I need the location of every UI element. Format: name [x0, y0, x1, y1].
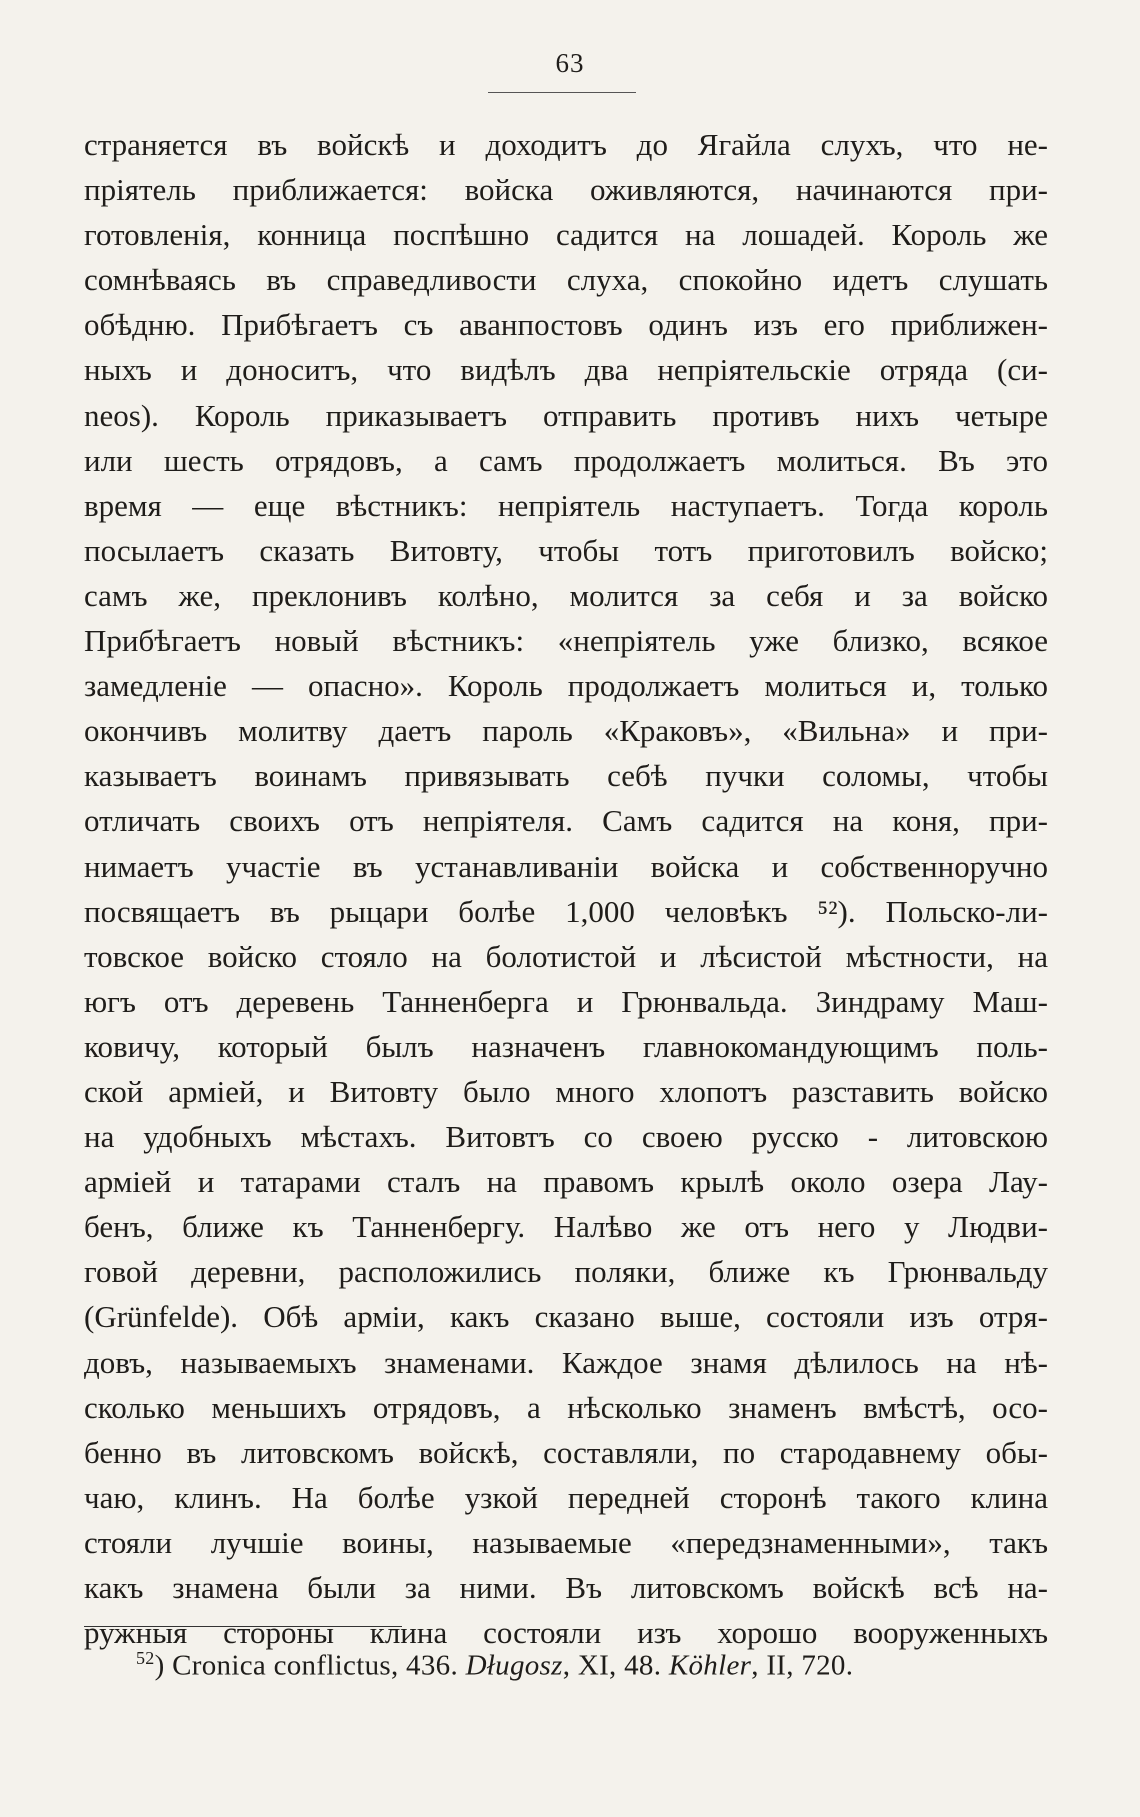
text-line: посылаетъ сказать Витовту, чтобы тотъ приготовилъ войско;	[84, 532, 1048, 568]
text-line: ружныя стороны клина состояли изъ хорошо вооруженныхъ	[84, 1615, 1048, 1651]
text-line: стояли лучшіе воины, называемые «передзнаменными», такъ	[84, 1524, 1048, 1560]
text-line: какъ знамена были за ними. Въ литовскомъ войскѣ всѣ на-	[84, 1570, 1048, 1605]
text-line: замедленіе — опасно». Король продолжаетъ молиться и, только	[84, 668, 1048, 704]
text-line: ковичу, который былъ назначенъ главнокомандующимъ поль-	[84, 1028, 1048, 1064]
text-line: товское войско стояло на болотистой и лѣсистой мѣстности, на	[84, 938, 1048, 974]
text-line: страняется въ войскѣ и доходитъ до Ягайла слухъ, что не-	[84, 127, 1048, 162]
text-line: довъ, называемыхъ знаменами. Каждое знамя дѣлилось на нѣ-	[84, 1344, 1048, 1380]
text-line: отличать своихъ отъ непріятеля. Самъ садится на коня, при-	[84, 803, 1048, 839]
footnote-reference: , XI, 48.	[562, 1649, 662, 1682]
body-text	[84, 122, 1048, 1655]
text-line: казываетъ воинамъ привязывать себѣ пучки соломы, чтобы	[84, 758, 1048, 794]
text-line: самъ же, преклонивъ колѣно, молится за себя и за войско	[84, 577, 1048, 613]
text-line: обѣдню. Прибѣгаетъ съ аванпостовъ одинъ изъ его приближен-	[84, 307, 1048, 343]
footnote	[136, 1648, 853, 1683]
text-line: окончивъ молитву даетъ пароль «Краковъ», «Вильна» и при-	[84, 713, 1048, 749]
text-line: Прибѣгаетъ новый вѣстникъ: «непріятель уже близко, всякое	[84, 623, 1048, 659]
footnote-rule	[84, 1626, 402, 1627]
footnote-source: Cronica conflictus, 436.	[172, 1649, 458, 1682]
text-line: арміей и татарами сталъ на правомъ крылѣ около озера Лау-	[84, 1164, 1048, 1200]
footnote-author: Długosz	[465, 1649, 563, 1682]
text-line: чаю, клинъ. На болѣе узкой передней сторонѣ такого клина	[84, 1479, 1048, 1515]
text-line: neos). Король приказываетъ отправить противъ нихъ четыре	[84, 397, 1048, 433]
page-number: 63	[555, 48, 585, 78]
text-line: готовленія, конница поспѣшно садится на лошадей. Король же	[84, 217, 1048, 253]
text-line: югъ отъ деревень Танненберга и Грюнвальда. Зиндраму Маш-	[84, 983, 1048, 1019]
text-line: говой деревни, расположились поляки, ближе къ Грюнвальду	[84, 1254, 1048, 1290]
text-line: или шесть отрядовъ, а самъ продолжаетъ молиться. Въ это	[84, 442, 1048, 478]
page-number-rule	[488, 92, 636, 93]
footnote-marker: 52	[136, 1648, 155, 1668]
footnote-reference: , II, 720.	[751, 1649, 854, 1682]
text-line: нимаетъ участіе въ устанавливаніи войска и собственноручно	[84, 848, 1048, 884]
footnote-author: Köhler	[668, 1649, 752, 1682]
footnote-marker-close: )	[154, 1649, 165, 1682]
text-line: бенно въ литовскомъ войскѣ, составляли, по стародавнему обы-	[84, 1434, 1048, 1470]
text-line: (Grünfelde). Обѣ арміи, какъ сказано выше, состояли изъ отря-	[84, 1299, 1048, 1335]
text-line: посвящаетъ въ рыцари болѣе 1,000 человѣкъ ⁵²). Польско-ли-	[84, 893, 1048, 929]
text-line: время — еще вѣстникъ: непріятель наступаетъ. Тогда король	[84, 487, 1048, 523]
text-line: сколько меньшихъ отрядовъ, а нѣсколько знаменъ вмѣстѣ, осо-	[84, 1389, 1048, 1425]
text-line: на удобныхъ мѣстахъ. Витовтъ со своею русско - литовскою	[84, 1119, 1048, 1155]
text-line: ныхъ и доноситъ, что видѣлъ два непріятельскіе отряда (си-	[84, 352, 1048, 388]
text-line: ской арміей, и Витовту было много хлопотъ разставить войско	[84, 1073, 1048, 1109]
text-line: бенъ, ближе къ Танненбергу. Налѣво же отъ него у Людви-	[84, 1209, 1048, 1245]
text-line: сомнѣваясь въ справедливости слуха, спокойно идетъ слушать	[84, 262, 1048, 298]
text-line: пріятель приближается: войска оживляются, начинаются при-	[84, 172, 1048, 208]
